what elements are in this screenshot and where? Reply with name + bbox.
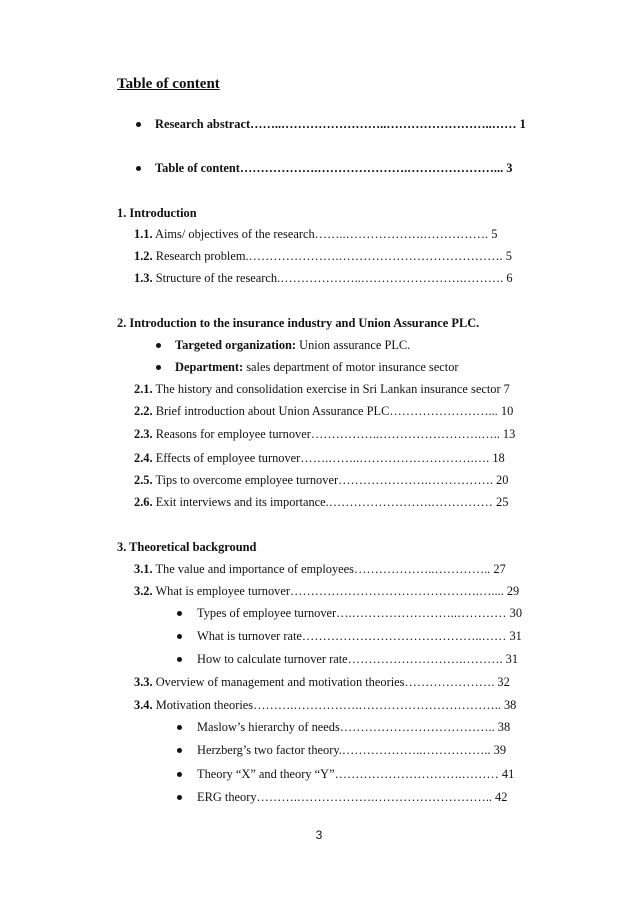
entry-number: 1.3. [134, 271, 153, 285]
entry-number: 3.3. [134, 675, 153, 689]
toc-entry [134, 426, 515, 442]
entry-text: What is employee turnover……………………………………….….... 29 [152, 584, 520, 598]
bullet-label: Targeted organization: [175, 338, 297, 352]
toc-entry [134, 248, 512, 264]
entry-number: 2.5. [134, 473, 153, 487]
bullet-icon [136, 166, 141, 171]
sub-bullet-item: How to calculate turnover rate……………………….………. 31 [197, 652, 519, 666]
toc-entry [134, 674, 510, 690]
bullet-icon [177, 657, 182, 662]
page-number: 3 [315, 828, 323, 842]
entry-text: Aims/ objectives of the research……..……………….……………. 5 [152, 227, 498, 241]
bullet-icon [156, 343, 161, 348]
entry-text: Research problem.………………….…………………………………. 5 [152, 249, 512, 263]
section-heading: 1. Introduction [117, 206, 197, 220]
toc-entry [134, 381, 510, 397]
entry-text: The history and consolidation exercise in Sri Lankan insurance sector 7 [152, 382, 510, 396]
entry-number: 3.2. [134, 584, 153, 598]
bullet-value: sales department of motor insurance sector [243, 360, 459, 374]
sub-bullet-item: What is turnover rate……………………………………..…… 31 [197, 629, 522, 643]
toc-entry [134, 561, 506, 577]
bullet-label: Department: [175, 360, 244, 374]
bullet-icon [177, 795, 182, 800]
entry-number: 2.3. [134, 427, 153, 441]
toc-top-item: Research abstract……..……………………..……………………..…… 1 [155, 117, 526, 131]
bullet-icon [177, 611, 182, 616]
bullet-item [175, 359, 459, 375]
sub-bullet-item: Herzberg’s two factor theory.………………..…………….. 39 [197, 743, 507, 757]
entry-number: 2.6. [134, 495, 153, 509]
bullet-icon [177, 748, 182, 753]
toc-top-item: Table of content……………….………………….…………………... 3 [155, 161, 513, 175]
toc-entry [134, 583, 519, 599]
section-heading: 2. Introduction to the insurance industry and Union Assurance PLC. [117, 316, 480, 330]
entry-number: 1.2. [134, 249, 153, 263]
toc-entry [134, 226, 497, 242]
entry-text: Brief introduction about Union Assurance PLC……………………... 10 [152, 404, 514, 418]
entry-number: 2.1. [134, 382, 153, 396]
toc-entry [134, 697, 516, 713]
entry-text: Effects of employee turnover…….……..……………………….…. 18 [152, 451, 505, 465]
bullet-icon [136, 122, 141, 127]
toc-entry [134, 494, 508, 510]
sub-bullet-item: ERG theory……….……………….……………………….. 42 [197, 790, 508, 804]
entry-number: 1.1. [134, 227, 153, 241]
entry-number: 3.4. [134, 698, 153, 712]
entry-text: Motivation theories……….…………….…………………………….. 38 [152, 698, 517, 712]
bullet-icon [177, 772, 182, 777]
section-heading: 3. Theoretical background [117, 540, 257, 554]
entry-text: Exit interviews and its importance.…………………….…………… 25 [152, 495, 509, 509]
bullet-icon [156, 365, 161, 370]
bullet-value: Union assurance PLC. [296, 338, 411, 352]
sub-bullet-item: Theory “X” and theory “Y”………………………….……… 41 [197, 767, 515, 781]
entry-text: Tips to overcome employee turnover………………….……………. 20 [152, 473, 509, 487]
entry-text: Structure of the research.………………..…………………….………. 6 [152, 271, 513, 285]
entry-number: 3.1. [134, 562, 153, 576]
entry-text: Reasons for employee turnover……………..…………………….….. 13 [152, 427, 516, 441]
entry-number: 2.2. [134, 404, 153, 418]
sub-bullet-item: Maslow’s hierarchy of needs……………………………….. 38 [197, 720, 511, 734]
bullet-item [175, 337, 410, 353]
entry-text: Overview of management and motivation theories…………………. 32 [152, 675, 510, 689]
entry-number: 2.4. [134, 451, 153, 465]
page-title: Table of content [117, 76, 220, 92]
bullet-icon [177, 725, 182, 730]
toc-entry [134, 403, 513, 419]
toc-entry [134, 450, 505, 466]
toc-entry [134, 472, 508, 488]
bullet-icon [177, 634, 182, 639]
toc-entry [134, 270, 513, 286]
entry-text: The value and importance of employees………………..………….. 27 [152, 562, 506, 576]
sub-bullet-item: Types of employee turnover….……………………..………… 30 [197, 606, 523, 620]
